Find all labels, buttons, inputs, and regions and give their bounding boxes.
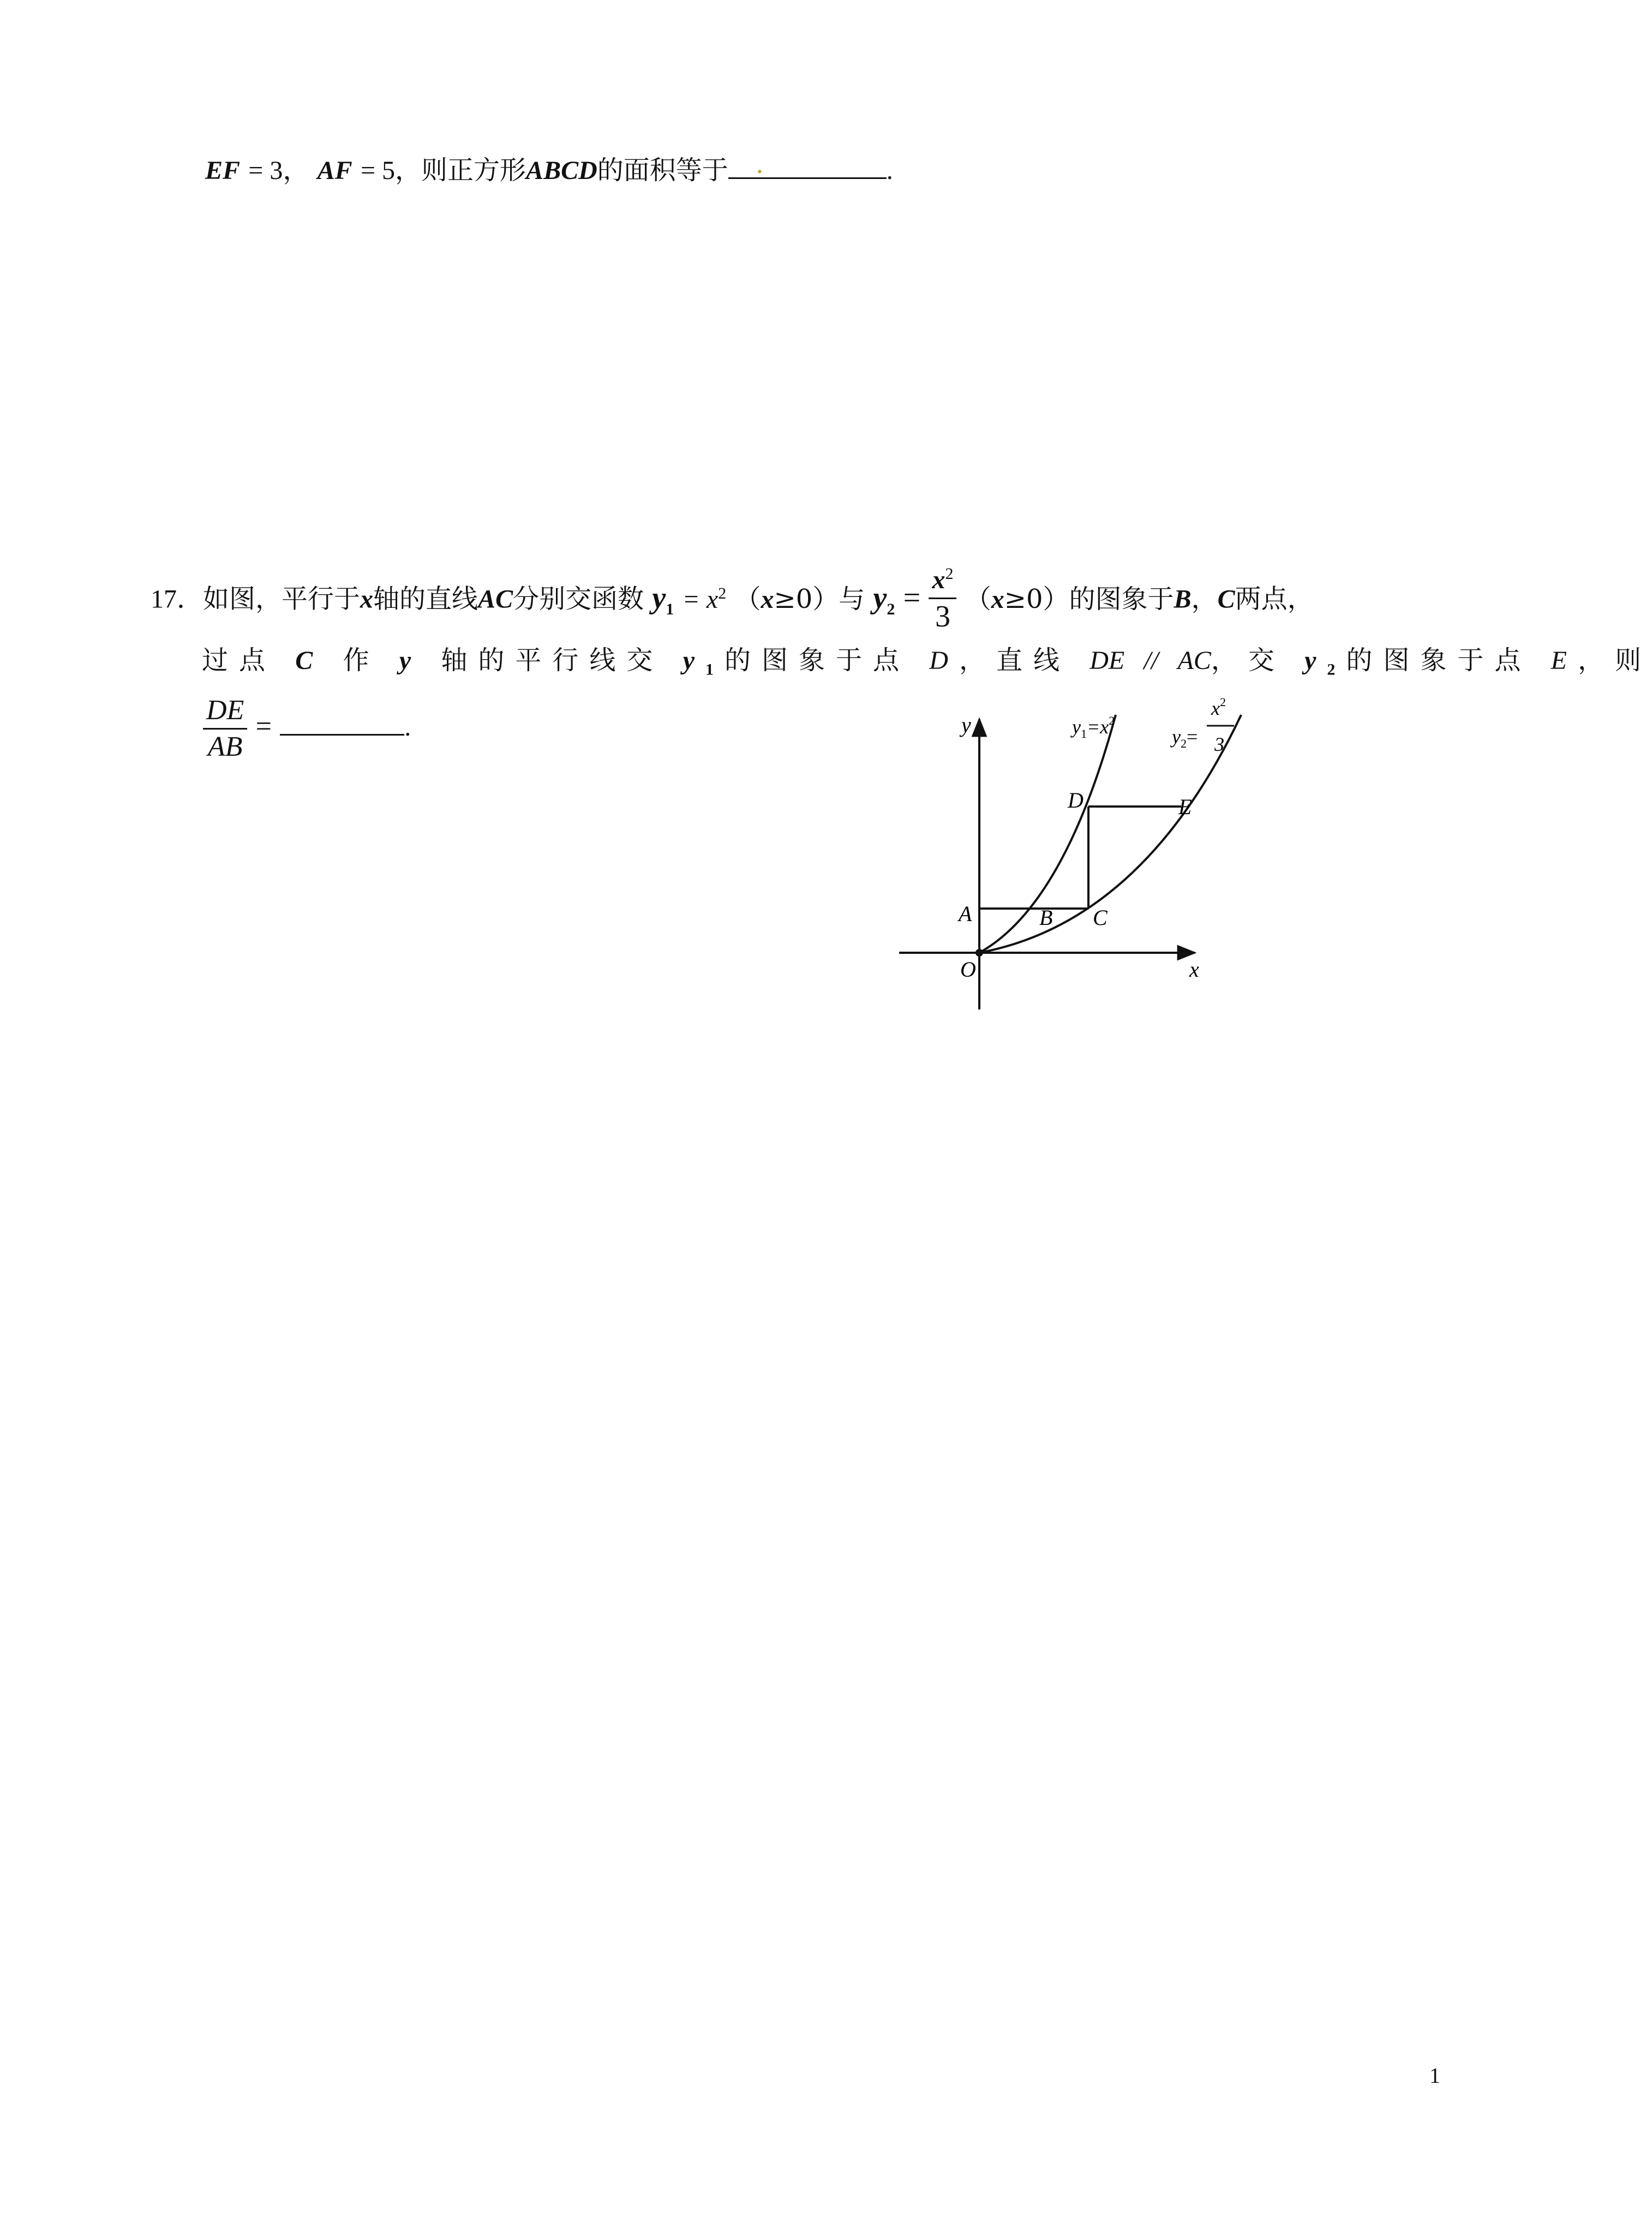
ratio-fraction [203,693,247,764]
eq-5: = 5 [360,156,396,185]
y-axis-label: y [961,713,971,737]
y2-var: $y_2$ [873,581,895,618]
y2-frac-num: $x^2$ [929,557,956,599]
comma: ， [283,155,309,186]
prev-text2: 的面积等于 [597,155,728,186]
l2-e: E [1551,646,1578,675]
curve-y2 [979,715,1241,953]
l2-d: D [929,646,959,675]
curve2-frac-num: $x^2$ [1211,695,1226,719]
curve2-frac-den: 3 [1214,733,1224,755]
l2-text1: 过点 [202,645,277,676]
l2-ac: AC [1177,646,1211,675]
x-axis-var: x [360,584,374,614]
condition2: （x≥0）的图象于 [965,583,1174,614]
point-c-text: C [1217,584,1235,614]
ratio-eq: = [255,711,272,742]
point-a-label: A [959,901,972,926]
origin-label: O [960,957,976,982]
p17-text3: 分别交函数 [513,583,644,614]
l2-text7: 的图象于点 [1346,645,1532,676]
l2-y2: $y_2$ [1304,646,1346,679]
ratio-end: . [404,713,411,742]
p17-text4: 两点， [1235,583,1314,614]
curve1-label: $y_1=x^2$ [1072,714,1115,740]
ef-label: EF [205,156,241,185]
answer-mark: . [755,149,764,180]
curve2-label: $y_2=$ [1172,726,1198,750]
point-d-label: D [1068,788,1084,813]
point-c-label: C [1093,905,1108,930]
point-b-label: B [1039,905,1053,930]
l2-text8: ，则 [1577,645,1652,676]
y1-var: $y_1$ [652,581,674,618]
ac-segment: AC [478,584,513,614]
p17-text1: 如图，平行于 [203,583,361,614]
page-number: 1 [1429,2063,1440,2088]
l2-de: DE [1090,646,1125,675]
sep: ， [1191,583,1218,614]
point-b-text: B [1174,584,1192,614]
problem17-line1 [151,565,1314,634]
curve-y1 [979,715,1116,953]
l2-text2: 作 [343,645,380,676]
y2-frac-den: 3 [935,600,950,634]
ratio-den: AB [207,731,243,762]
l2-c: C [295,646,324,675]
answer-blank[interactable] [728,149,887,180]
l2-y1: $y_1$ [683,646,725,679]
l2-text3: 轴的平行线交 [441,645,664,676]
problem17-line2 [202,644,1652,686]
origin-dot [975,949,983,957]
problem17-line3 [203,693,411,764]
af-label: AF [317,156,352,185]
condition1: （x≥0）与 [734,583,865,614]
problem-number: 17． [151,584,203,614]
p17-text2: 轴的直线 [373,583,478,614]
l2-y: y [399,646,422,675]
eq-3: = 3 [248,156,283,185]
end-period: . [886,156,893,185]
ratio-answer-blank[interactable] [280,712,404,736]
l2-text4: 的图象于点 [725,645,911,676]
l2-parallel: // [1144,646,1159,675]
ratio-num: DE [203,693,247,730]
point-e-label: E [1178,795,1192,819]
l2-text5: ，直线 [959,645,1070,676]
x-axis-label: x [1189,957,1199,982]
y2-eq-sign: = [903,581,921,615]
y2-fraction [929,557,956,634]
square-name: ABCD [526,156,597,185]
y1-equation: = $x^2$ [682,584,727,614]
l2-text6: ，交 [1211,645,1285,676]
prev-problem-line [205,149,893,187]
prev-text: ，则正方形 [395,155,526,186]
